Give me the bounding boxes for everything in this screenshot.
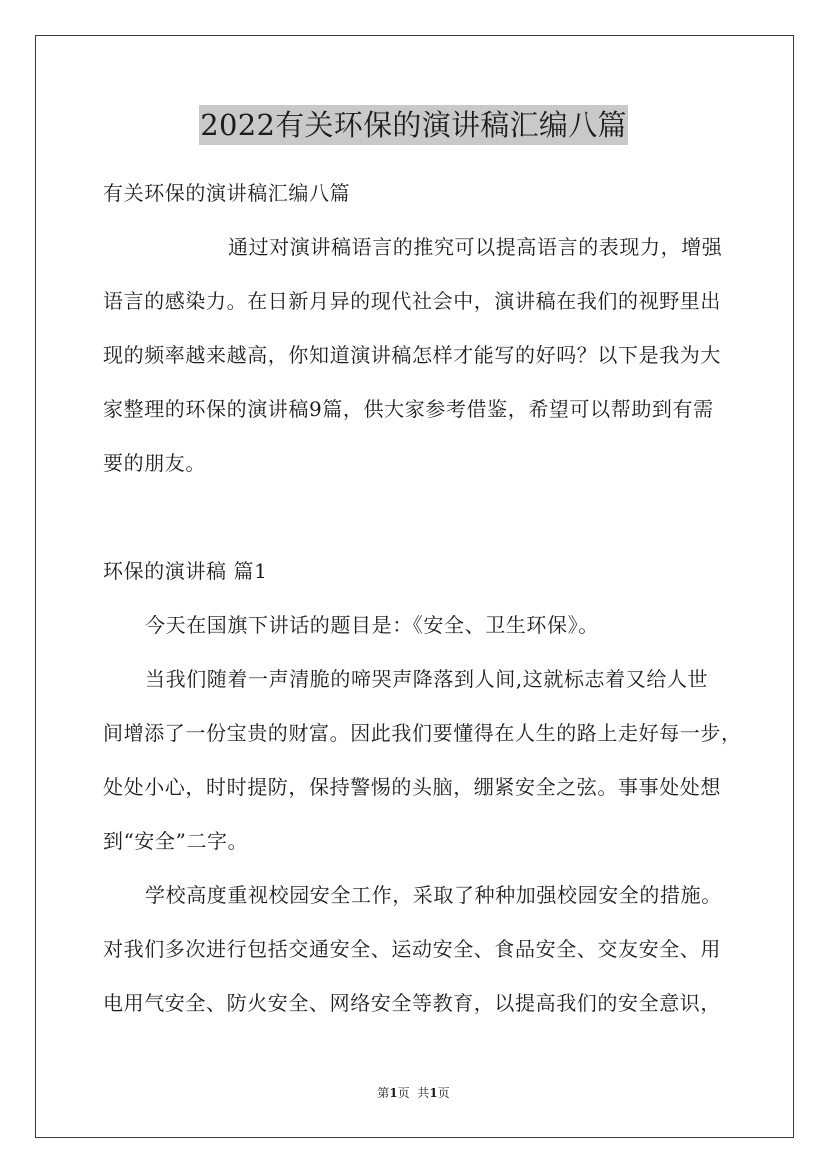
document-title: 2022有关环保的演讲稿汇编八篇 (199, 105, 628, 145)
paragraph-2 (103, 652, 763, 868)
blank-line (103, 490, 763, 544)
paragraph-line: 今天在国旗下讲话的题目是：《安全、卫生环保》。 (145, 613, 599, 637)
page-footer (0, 1083, 827, 1103)
intro-line: 家整理的环保的演讲稿9篇，供大家参考借鉴，希望可以帮助到有需 (103, 397, 714, 421)
intro-line: 通过对演讲稿语言的推究可以提高语言的表现力，增强 (228, 235, 723, 259)
intro-paragraph (103, 220, 763, 490)
footer-page-total: 1 (429, 1086, 438, 1100)
footer-prefix: 第 (377, 1086, 390, 1100)
intro-line: 现的频率越来越高，你知道演讲稿怎样才能写的好吗？以下是我为大 (103, 343, 721, 367)
title-row (0, 105, 827, 145)
paragraph-line: 处处小心，时时提防，保持警惕的头脑，绷紧安全之弦。事事处处想 (103, 775, 721, 799)
intro-line: 要的朋友。 (103, 451, 206, 475)
document-subtitle: 有关环保的演讲稿汇编八篇 (103, 181, 351, 205)
paragraph-1 (103, 598, 763, 652)
intro-line: 语言的感染力。在日新月异的现代社会中，演讲稿在我们的视野里出 (103, 289, 721, 313)
footer-page-number: 1 (389, 1086, 398, 1100)
paragraph-line: 当我们随着一声清脆的啼哭声降落到人间,这就标志着又给人世 (145, 667, 709, 691)
paragraph-line: 到“安全”二字。 (103, 829, 249, 853)
paragraph-line: 对我们多次进行包括交通安全、运动安全、食品安全、交友安全、用 (103, 937, 721, 961)
paragraph-line: 电用气安全、防火安全、网络安全等教育，以提高我们的安全意识， (103, 991, 721, 1015)
paragraph-line: 间增添了一份宝贵的财富。因此我们要懂得在人生的路上走好每一步， (103, 721, 742, 745)
footer-suffix: 页 (437, 1086, 450, 1100)
paragraph-line: 学校高度重视校园安全工作，采取了种种加强校园安全的措施。 (145, 883, 722, 907)
paragraph-3 (103, 868, 763, 1030)
footer-middle: 页 共 (397, 1086, 430, 1100)
document-body (103, 220, 763, 1030)
section-heading: 环保的演讲稿 篇1 (103, 559, 268, 583)
